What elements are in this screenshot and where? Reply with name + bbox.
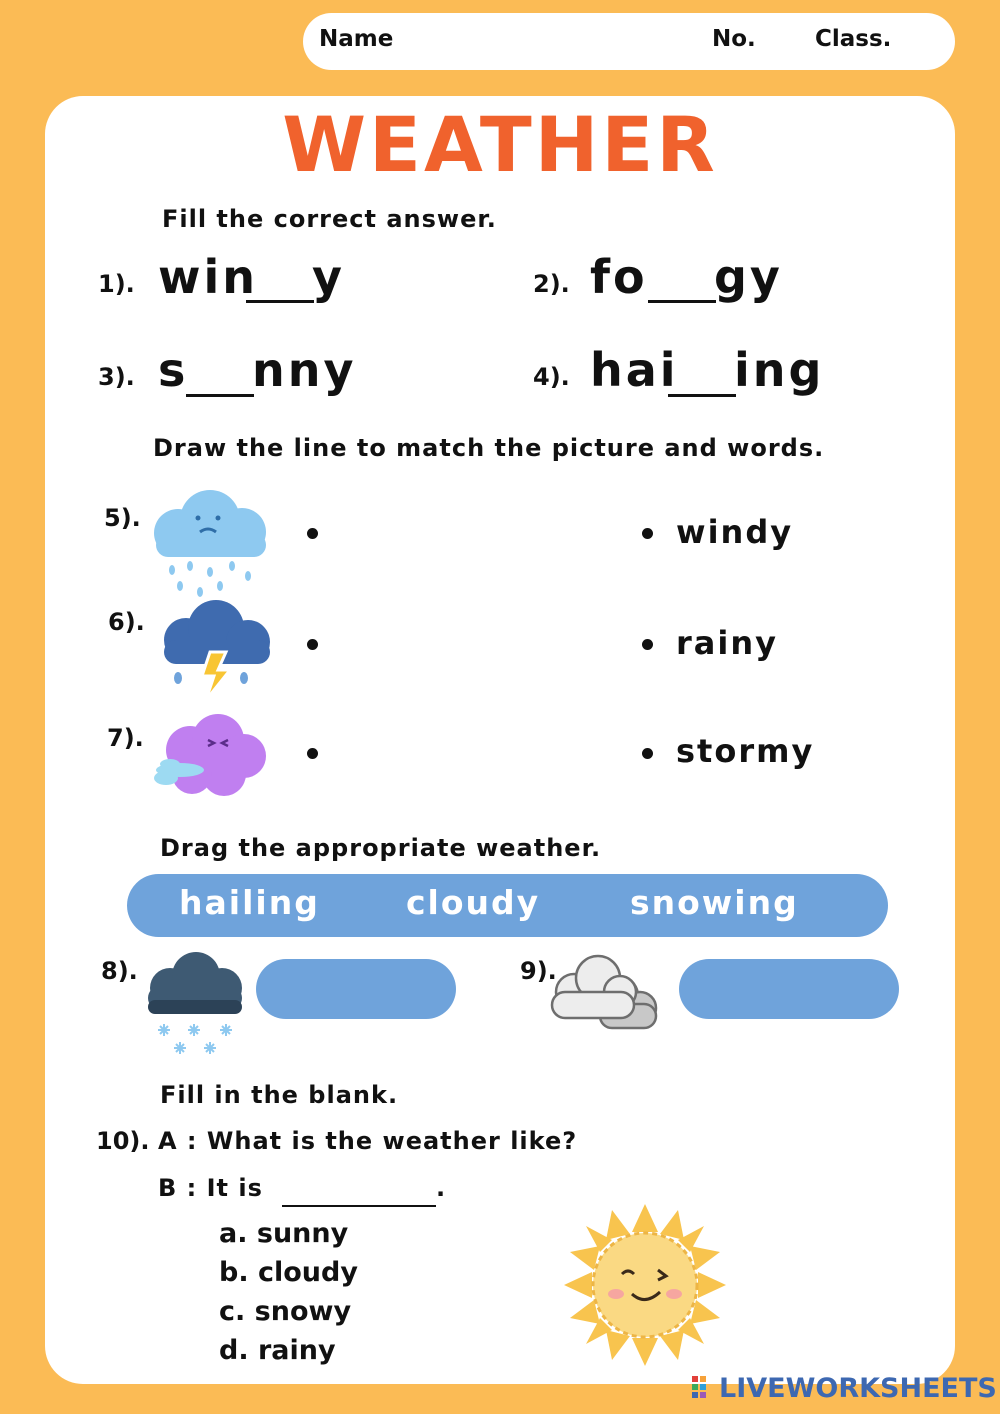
snow-cloud-icon [144,950,246,1058]
storm-cloud-icon [158,596,276,704]
drop-zone-8[interactable] [256,959,456,1019]
match-dot-right-7[interactable] [642,748,653,759]
drop-zone-9[interactable] [679,959,899,1019]
match-dot-left-6[interactable] [307,639,318,650]
liveworksheets-logo-icon [692,1374,716,1404]
option-d[interactable]: d. rainy [219,1335,336,1366]
q7-number: 7). [107,724,144,752]
section2-instruction: Draw the line to match the picture and words. [153,434,825,462]
q10-question: A : What is the weather like? [158,1127,578,1155]
match-word-stormy: stormy [676,732,815,770]
q2-suffix: gy [714,250,783,304]
match-dot-right-6[interactable] [642,639,653,650]
q6-number: 6). [108,608,145,636]
q1-suffix: y [312,250,345,304]
q10-answer-input[interactable] [282,1175,436,1207]
q3-suffix: nny [252,343,357,397]
q1-number: 1). [98,270,135,298]
number-label: No. [712,26,756,52]
match-word-rainy: rainy [676,624,778,662]
q10-answer-prefix: B : It is [158,1174,263,1202]
q3-number: 3). [98,363,135,391]
q2-input[interactable] [648,258,716,303]
q2-prefix: fo [590,250,648,304]
q4-number: 4). [533,363,570,391]
q3-prefix: s [158,343,189,397]
match-word-windy: windy [676,513,794,551]
q4-input[interactable] [668,352,736,397]
q9-number: 9). [520,957,557,985]
section4-instruction: Fill in the blank. [160,1081,399,1109]
option-c[interactable]: c. snowy [219,1296,352,1327]
name-label: Name [319,26,394,52]
option-a[interactable]: a. sunny [219,1218,349,1249]
section3-instruction: Drag the appropriate weather. [160,834,602,862]
match-dot-left-7[interactable] [307,748,318,759]
q5-number: 5). [104,504,141,532]
q2-number: 2). [533,270,570,298]
drag-word-snowing[interactable]: snowing [630,883,799,922]
drag-word-cloudy[interactable]: cloudy [406,883,541,922]
q4-suffix: ing [734,343,825,397]
cloudy-icon [548,952,660,1032]
section1-instruction: Fill the correct answer. [162,205,497,233]
sun-icon [562,1202,728,1368]
wind-cloud-icon [152,712,270,798]
option-b[interactable]: b. cloudy [219,1257,358,1288]
rain-cloud-icon [150,488,272,598]
q4-prefix: hai [590,343,679,397]
liveworksheets-brand[interactable]: LIVEWORKSHEETS [719,1373,997,1404]
class-label: Class. [815,26,892,52]
page-title: WEATHER [282,100,718,189]
match-dot-right-5[interactable] [642,528,653,539]
q3-input[interactable] [186,352,254,397]
drag-word-hailing[interactable]: hailing [179,883,320,922]
q1-input[interactable] [246,258,314,303]
q10-answer-suffix: . [436,1174,447,1202]
match-dot-left-5[interactable] [307,528,318,539]
q8-number: 8). [101,957,138,985]
q10-number: 10). [96,1127,150,1155]
q1-prefix: win [158,250,259,304]
